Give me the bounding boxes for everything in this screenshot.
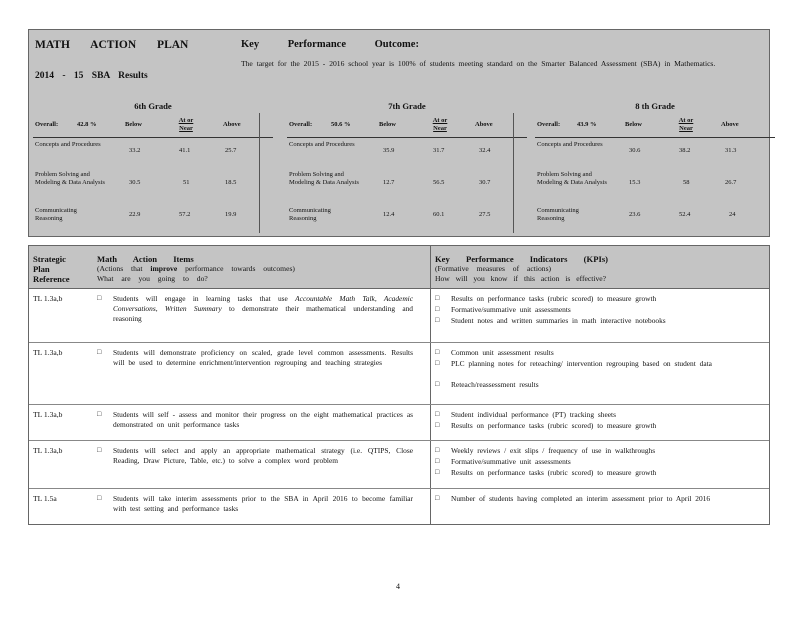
row-label: Communicating Reasoning: [35, 207, 77, 222]
near-value: 41.1: [179, 147, 191, 154]
overall-value: 42.8 %: [77, 121, 97, 128]
below-value: 33.2: [129, 147, 141, 154]
grade-divider: [513, 113, 514, 233]
grade-header-row: [535, 113, 775, 138]
checkbox-bullet-icon: □: [435, 294, 440, 302]
header-kpis-question: How will you know if this action is effective?: [435, 274, 607, 283]
action-item-text: [113, 294, 413, 324]
kpi-text: Formative/summative unit assessments: [451, 305, 571, 314]
table-row: [287, 171, 527, 201]
above-value: 26.7: [725, 179, 737, 186]
overall-label: Overall:: [35, 121, 59, 128]
grade-title: 6th Grade: [134, 101, 172, 111]
checkbox-bullet-icon: □: [97, 410, 102, 418]
below-value: 12.7: [383, 179, 395, 186]
kpi-text: PLC planning notes for reteaching/ intervention regrouping based on student data: [451, 359, 712, 368]
action-item-text: Students will self - assess and monitor their progress on the eight mathematical practices as demonstrated on unit performance tasks: [113, 410, 413, 429]
near-value: 38.2: [679, 147, 691, 154]
grade-title: 8 th Grade: [635, 101, 675, 111]
table-row: [29, 404, 769, 441]
action-item-text: Students will demonstrate proficiency on scaled, grade level common assessments. Results will be used to determine enrichment/intervention regrouping and teaching strategies: [113, 348, 413, 367]
grade-7-results: [287, 101, 527, 231]
strategic-plan-ref: TL 1.3a,b: [33, 410, 63, 419]
key-performance-outcome-title: Key Performance Outcome:: [241, 39, 419, 50]
kpi-text: Results on performance tasks (rubric scored) to measure growth: [451, 421, 657, 430]
overall-label: Overall:: [289, 121, 313, 128]
checkbox-bullet-icon: □: [435, 457, 440, 465]
table-row: [287, 207, 527, 237]
header-strategic-plan-reference: Strategic Plan Reference: [33, 254, 70, 284]
header-subtitle-bold: improve: [150, 264, 178, 273]
checkbox-bullet-icon: □: [97, 494, 102, 502]
above-value: 31.3: [725, 147, 737, 154]
header-subtitle-b: performance towards outcomes): [177, 264, 295, 273]
near-value: 31.7: [433, 147, 445, 154]
above-value: 27.5: [479, 211, 491, 218]
table-header: [29, 246, 769, 289]
checkbox-bullet-icon: □: [435, 494, 440, 502]
action-text-italic-2: Written Summary: [164, 304, 222, 313]
header-kpis: [435, 254, 755, 284]
kpi-text: Common unit assessment results: [451, 348, 554, 357]
row-label: Concepts and Procedures: [289, 141, 355, 148]
near-value: 60.1: [433, 211, 445, 218]
above-value: 25.7: [225, 147, 237, 154]
grade-header-row: [33, 113, 273, 138]
table-row: [33, 207, 273, 237]
near-value: 58: [683, 179, 690, 186]
col-above: Above: [223, 121, 241, 128]
grade-divider: [259, 113, 260, 233]
below-value: 35.9: [383, 147, 395, 154]
table-row: [29, 440, 769, 489]
checkbox-bullet-icon: □: [435, 305, 440, 313]
action-item-text: Students will take interim assessments prior to the SBA in April 2016 to become familiar with test setting and performance tasks: [113, 494, 413, 513]
below-value: 12.4: [383, 211, 395, 218]
kpi-text: Number of students having completed an interim assessment prior to April 2016: [451, 494, 711, 503]
col-below: Below: [625, 121, 642, 128]
below-value: 23.6: [629, 211, 641, 218]
above-value: 24: [729, 211, 736, 218]
kpi-text: Weekly reviews / exit slips / frequency of use in walkthroughs: [451, 446, 656, 455]
grade-6-results: [33, 101, 273, 231]
near-value: 51: [183, 179, 190, 186]
header-action-items-question: What are you going to do?: [97, 274, 208, 283]
checkbox-bullet-icon: □: [435, 446, 440, 454]
below-value: 30.6: [629, 147, 641, 154]
action-text-italic-1: Accountable Math Talk, Academic Conversations,: [113, 294, 413, 313]
table-row: [33, 171, 273, 201]
above-value: 30.7: [479, 179, 491, 186]
kpi-text: Student individual performance (PT) tracking sheets: [451, 410, 616, 419]
page-number: 4: [396, 582, 400, 591]
checkbox-bullet-icon: □: [435, 359, 440, 367]
header-kpis-title: Key Performance Indicators (KPIs): [435, 254, 609, 264]
header-kpis-subtitle: (Formative measures of actions): [435, 264, 552, 273]
checkbox-bullet-icon: □: [435, 316, 440, 324]
table-row: [535, 141, 775, 171]
grade-8-results: [535, 101, 775, 231]
checkbox-bullet-icon: □: [97, 348, 102, 356]
action-text-c: to demonstrate their mathematical understanding and reasoning: [113, 304, 413, 323]
key-performance-outcome-text: The target for the 2015 - 2016 school year is 100% of students meeting standard on the Smarter Balanced Assessment (SBA) in Mathematics.: [241, 59, 716, 68]
above-value: 32.4: [479, 147, 491, 154]
header-subtitle-a: (Actions that: [97, 264, 151, 273]
checkbox-bullet-icon: □: [435, 348, 440, 356]
row-label: Problem Solving and Modeling & Data Analysis: [35, 171, 105, 186]
below-value: 30.5: [129, 179, 141, 186]
overall-label: Overall:: [537, 121, 561, 128]
above-value: 19.9: [225, 211, 237, 218]
col-near: At or Near: [178, 117, 194, 132]
below-value: 15.3: [629, 179, 641, 186]
sba-results-box: [28, 29, 770, 237]
grade-title: 7th Grade: [388, 101, 426, 111]
header-action-items: [97, 254, 417, 284]
strategic-plan-ref: TL 1.3a,b: [33, 348, 63, 357]
action-text-a: Students will engage in learning tasks that use: [113, 294, 296, 303]
col-below: Below: [125, 121, 142, 128]
col-near: At or Near: [678, 117, 694, 132]
overall-value: 43.9 %: [577, 121, 597, 128]
strategic-plan-ref: TL 1.5a: [33, 494, 57, 503]
kpi-text: Formative/summative unit assessments: [451, 457, 571, 466]
checkbox-bullet-icon: □: [435, 468, 440, 476]
row-label: Communicating Reasoning: [289, 207, 331, 222]
kpi-text: Reteach/reassessment results: [451, 380, 539, 389]
kpi-text: Student notes and written summaries in math interactive notebooks: [451, 316, 666, 325]
strategic-plan-ref: TL 1.3a,b: [33, 446, 63, 455]
above-value: 18.5: [225, 179, 237, 186]
row-label: Problem Solving and Modeling & Data Analysis: [537, 171, 607, 186]
grade-header-row: [287, 113, 527, 138]
near-value: 52.4: [679, 211, 691, 218]
near-value: 57.2: [179, 211, 191, 218]
strategic-plan-ref: TL 1.3a,b: [33, 294, 63, 303]
document-subtitle: 2014 - 15 SBA Results: [35, 71, 148, 81]
near-value: 56.5: [433, 179, 445, 186]
document-title: MATH ACTION PLAN: [35, 39, 189, 51]
action-text-b: [158, 304, 165, 313]
kpi-text: Results on performance tasks (rubric scored) to measure growth: [451, 294, 657, 303]
row-label: Communicating Reasoning: [537, 207, 579, 222]
row-label: Problem Solving and Modeling & Data Analysis: [289, 171, 359, 186]
table-row: [287, 141, 527, 171]
checkbox-bullet-icon: □: [97, 446, 102, 454]
checkbox-bullet-icon: □: [435, 380, 440, 388]
col-above: Above: [475, 121, 493, 128]
table-row: [29, 488, 769, 525]
table-row: [33, 141, 273, 171]
checkbox-bullet-icon: □: [435, 410, 440, 418]
col-above: Above: [721, 121, 739, 128]
col-below: Below: [379, 121, 396, 128]
action-items-table: [28, 245, 770, 525]
table-row: [29, 342, 769, 405]
row-label: Concepts and Procedures: [537, 141, 603, 148]
row-label: Concepts and Procedures: [35, 141, 101, 148]
header-action-items-subtitle: [97, 264, 417, 274]
action-item-text: Students will select and apply an appropriate mathematical strategy (i.e. QTIPS, Close Reading, Draw Picture, Table, etc.) to solve a complex word problem: [113, 446, 413, 465]
table-row: [535, 207, 775, 237]
kpi-text: Results on performance tasks (rubric scored) to measure growth: [451, 468, 657, 477]
col-near: At or Near: [432, 117, 448, 132]
overall-value: 50.6 %: [331, 121, 351, 128]
header-action-items-title: Math Action Items: [97, 254, 194, 264]
table-row: [535, 171, 775, 201]
checkbox-bullet-icon: □: [97, 294, 102, 302]
table-row: [29, 288, 769, 343]
checkbox-bullet-icon: □: [435, 421, 440, 429]
below-value: 22.9: [129, 211, 141, 218]
